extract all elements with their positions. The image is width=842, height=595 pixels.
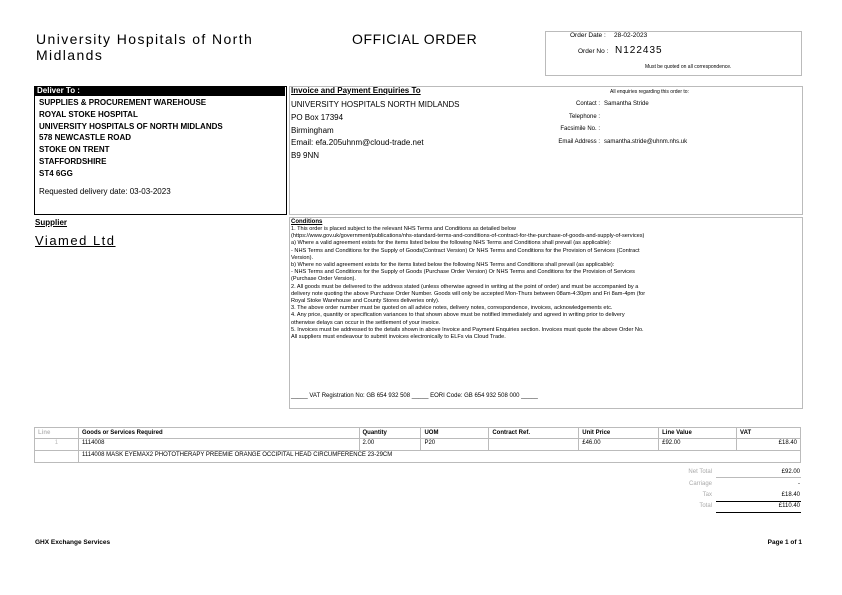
totals-rule bbox=[716, 501, 801, 502]
org-line-2: Midlands bbox=[36, 47, 104, 63]
condition-line: 1. This order is placed subject to the relevant NHS Terms and Conditions as detailed below bbox=[291, 226, 516, 232]
totals-divider bbox=[716, 477, 801, 478]
condition-line: 5. Invoices must be addressed to the details shown in above Invoice and Payment Enquiries section. Invoices must quote the above Order No. bbox=[291, 326, 644, 333]
table-description-row bbox=[35, 451, 801, 463]
cell-line: 1 bbox=[35, 439, 79, 451]
carriage-label: Carriage bbox=[688, 481, 712, 487]
table-row bbox=[35, 439, 801, 451]
condition-line: 4. Any price, quantity or specification variances to that shown above must be notified immediately and agreed in writing prior to delivery bbox=[291, 312, 625, 319]
condition-line: (https://www.gov.uk/government/publications/nhs-standard-terms-and-conditions-of-contract-for-the-purchase-of-goods-and-supply-of-services) bbox=[291, 233, 645, 240]
tax-label: Tax bbox=[702, 492, 712, 498]
quote-note: Must be quoted on all correspondence. bbox=[645, 64, 732, 70]
cell-vat: £18.40 bbox=[737, 439, 801, 451]
organisation-name bbox=[36, 31, 306, 63]
supplier-name: Viamed Ltd bbox=[35, 233, 116, 248]
net-total-value: £92.00 bbox=[781, 469, 800, 475]
delivery-address bbox=[39, 97, 223, 180]
condition-line: a) Where a valid agreement exists for the items listed below the following NHS Terms and Conditions shall prevail (as applicable): bbox=[291, 240, 612, 247]
condition-line: 3. The above order number must be quoted on all advice notes, delivery notes, correspondence, invoices, acknowledgements etc. bbox=[291, 305, 613, 312]
col-header-unit-price: Unit Price bbox=[579, 428, 659, 439]
address-line: 578 NEWCASTLE ROAD bbox=[39, 133, 132, 143]
col-header-goods: Goods or Services Required bbox=[78, 428, 359, 439]
condition-line: - NHS Terms and Conditions for the Supply of Goods(Contract Version) Or NHS Terms and Conditions for the Provision of Services (Contract bbox=[291, 247, 640, 254]
page-number: Page 1 of 1 bbox=[767, 539, 802, 546]
col-header-quantity: Quantity bbox=[359, 428, 421, 439]
vat-registration-line: _____ VAT Registration No: GB 654 932 508 _____ EORI Code: GB 654 932 508 000 _____ bbox=[291, 393, 538, 399]
cell-description: 1114008 MASK EYEMAX2 PHOTOTHERAPY PREEMIE ORANGE OCCIPITAL HEAD CIRCUMFERENCE 23-29CM bbox=[78, 451, 800, 463]
carriage-value: - bbox=[798, 481, 800, 487]
col-header-contract-ref: Contract Ref. bbox=[489, 428, 579, 439]
address-line: SUPPLIES & PROCUREMENT WAREHOUSE bbox=[39, 98, 207, 107]
footer-service: GHX Exchange Services bbox=[35, 539, 111, 546]
condition-line: Royal Stoke Warehouse and County Stores deliveries only). bbox=[291, 298, 440, 305]
cell-uom: P20 bbox=[421, 439, 489, 451]
address-line: UNIVERSITY HOSPITALS OF NORTH MIDLANDS bbox=[39, 121, 223, 131]
condition-line: (Purchase Order Version). bbox=[291, 276, 356, 283]
supplier-heading: Supplier bbox=[35, 218, 68, 227]
net-total-label: Net Total bbox=[688, 469, 712, 475]
tax-value: £18.40 bbox=[781, 492, 800, 498]
order-date-value: 28-02-2023 bbox=[614, 32, 648, 39]
org-line-1: University Hospitals of North bbox=[36, 31, 254, 47]
address-line: ST4 6GG bbox=[39, 168, 73, 178]
condition-line: All suppliers must endeavour to submit invoices electronically to ELFs via Cloud Trade. bbox=[291, 334, 506, 341]
col-header-line: Line bbox=[35, 428, 79, 439]
cell-unit-price: £46.00 bbox=[579, 439, 659, 451]
fax-label: Facsimile No. : bbox=[560, 126, 600, 132]
order-no-label: Order No : bbox=[578, 48, 609, 55]
invoice-line: B9 9NN bbox=[291, 151, 320, 161]
address-line: STAFFORDSHIRE bbox=[39, 156, 107, 166]
condition-line: - NHS Terms and Conditions for the Supply of Goods (Purchase Order Version) Or NHS Terms and Conditions for the Provision of Services bbox=[291, 269, 635, 276]
email-value[interactable]: samantha.stride@uhnm.nhs.uk bbox=[604, 139, 688, 145]
address-line: ROYAL STOKE HOSPITAL bbox=[39, 109, 138, 119]
condition-line: delivery note quoting the above Purchase Order Number. Goods will only be accepted Mon-Thurs between 08am-4:30pm and Fri 8am-4pm (for bbox=[291, 290, 646, 297]
document-title: OFFICIAL ORDER bbox=[352, 31, 478, 47]
totals-underline bbox=[716, 512, 801, 513]
col-header-line-value: Line Value bbox=[659, 428, 737, 439]
invoice-heading: Invoice and Payment Enquiries To bbox=[291, 86, 421, 95]
invoice-email[interactable]: Email: efa.205uhnm@cloud-trade.net bbox=[291, 138, 424, 148]
invoice-line: Birmingham bbox=[291, 125, 334, 135]
enquiries-heading: All enquiries regarding this order to: bbox=[610, 89, 689, 95]
cell-quantity: 2.00 bbox=[359, 439, 421, 451]
col-header-uom: UOM bbox=[421, 428, 489, 439]
order-date-label: Order Date : bbox=[570, 32, 606, 39]
condition-line: Version). bbox=[291, 254, 314, 261]
table-header-row bbox=[35, 428, 801, 439]
contact-value: Samantha Stride bbox=[604, 101, 649, 107]
invoice-line: UNIVERSITY HOSPITALS NORTH MIDLANDS bbox=[291, 100, 460, 109]
conditions-text bbox=[291, 226, 801, 341]
order-no-value: N122435 bbox=[615, 45, 663, 56]
total-value: £110.40 bbox=[778, 503, 800, 509]
invoice-line: PO Box 17394 bbox=[291, 112, 344, 122]
cell-contract-ref bbox=[489, 439, 579, 451]
requested-delivery-date: Requested delivery date: 03-03-2023 bbox=[39, 187, 171, 196]
cell-blank bbox=[35, 451, 79, 463]
condition-line: 2. All goods must be delivered to the address stated (unless otherwise agreed in writing at the point of order) and must be accompanied by a bbox=[291, 283, 639, 290]
condition-line: otherwise delays can occur in the settlement of your invoice. bbox=[291, 319, 441, 326]
invoice-address bbox=[291, 99, 459, 163]
cell-line-value: £92.00 bbox=[659, 439, 737, 451]
conditions-heading: Conditions bbox=[291, 219, 323, 225]
telephone-label: Telephone : bbox=[568, 114, 600, 120]
contact-label: Contact : bbox=[575, 101, 600, 107]
cell-code: 1114008 bbox=[78, 439, 359, 451]
deliver-to-heading: Deliver To : bbox=[34, 86, 285, 96]
condition-line: b) Where no valid agreement exists for the items listed below the following NHS Terms and Conditions shall prevail (as applicable): bbox=[291, 262, 615, 269]
email-label: Email Address : bbox=[558, 139, 600, 145]
col-header-vat: VAT bbox=[737, 428, 801, 439]
order-items-table bbox=[34, 427, 801, 463]
address-line: STOKE ON TRENT bbox=[39, 145, 110, 155]
total-label: Total bbox=[699, 503, 712, 509]
